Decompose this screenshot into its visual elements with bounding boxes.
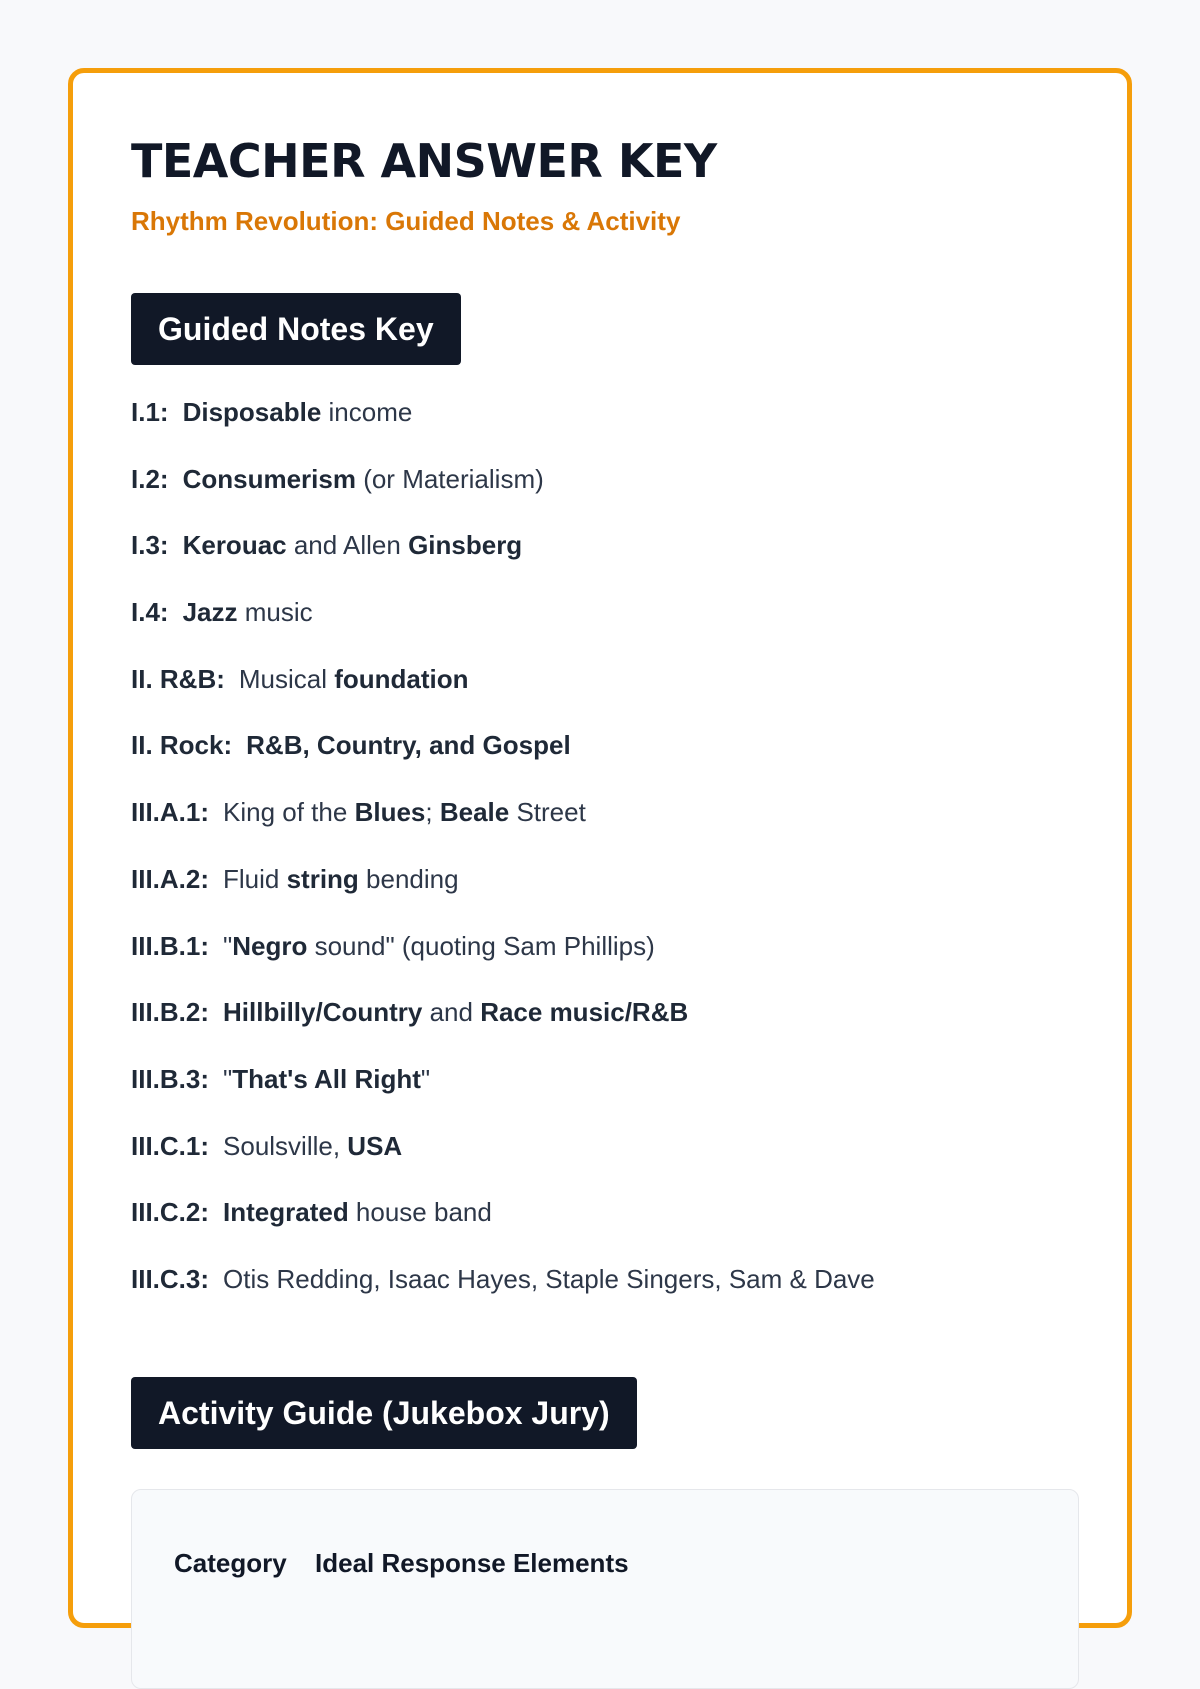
note-answer-text: house band [348, 1197, 492, 1228]
note-label: I.2: [131, 463, 169, 494]
note-item [131, 728, 1081, 762]
note-answer-bold: Consumerism [182, 463, 356, 494]
note-item [131, 395, 1081, 429]
note-item [131, 1062, 1081, 1096]
note-answer-text: King of the [223, 797, 355, 828]
note-answer-bold: Beale [439, 797, 510, 828]
note-label: III.C.2: [131, 1197, 210, 1228]
note-answer-text: Street [509, 797, 586, 828]
note-label: III.C.3: [131, 1263, 210, 1294]
note-answer-bold: Negro [232, 930, 308, 961]
note-answer-bold: Race music/R&B [480, 997, 689, 1028]
note-answer-text: income [321, 397, 413, 427]
note-label: II. Rock: [131, 730, 233, 761]
jury-table [131, 1489, 1079, 1689]
note-answer-bold: Hillbilly/Country [223, 997, 423, 1028]
note-item [131, 1262, 1081, 1296]
note-label: III.B.1: [131, 930, 210, 961]
note-item [131, 1129, 1081, 1163]
note-item [131, 929, 1081, 963]
note-answer-bold: foundation [334, 663, 469, 694]
card-content [131, 131, 1081, 1689]
note-answer-text: sound" (quoting Sam Phillips) [307, 930, 655, 961]
note-answer-text: ; [425, 797, 440, 828]
note-answer-bold: That's All Right [232, 1063, 421, 1094]
note-label: III.B.2: [131, 997, 210, 1028]
note-answer-text: " [223, 1063, 233, 1094]
note-item [131, 462, 1081, 496]
table-header-ideal-response: Ideal Response Elements [315, 1547, 629, 1578]
note-answer-text: (or Materialism) [355, 463, 544, 494]
note-answer-bold: R&B, Country, and Gospel [246, 730, 571, 761]
note-answer-bold: string [286, 863, 359, 894]
note-label: III.A.2: [131, 863, 210, 894]
guided-notes-list [131, 395, 1081, 1296]
note-label: III.C.1: [131, 1130, 210, 1161]
page-title: TEACHER ANSWER KEY [131, 134, 717, 188]
note-answer-bold: Blues [354, 797, 426, 828]
note-answer-text: " [420, 1063, 431, 1094]
activity-guide-heading: Activity Guide (Jukebox Jury) [131, 1377, 637, 1449]
note-answer-text: Musical [238, 663, 335, 694]
note-label: II. R&B: [131, 663, 225, 694]
note-answer-bold: Jazz [182, 597, 238, 628]
note-item [131, 662, 1081, 696]
answer-key-card [68, 68, 1132, 1628]
note-answer-text: " [223, 930, 233, 961]
table-header-category: Category [174, 1547, 287, 1578]
note-label: I.3: [131, 530, 169, 561]
note-item [131, 795, 1081, 829]
note-answer-text: Fluid [223, 863, 287, 894]
note-answer-bold: USA [347, 1130, 403, 1161]
page-subtitle: Rhythm Revolution: Guided Notes & Activity [131, 206, 681, 236]
note-label: III.B.3: [131, 1063, 210, 1094]
note-label: I.1: [131, 397, 169, 427]
note-item [131, 1195, 1081, 1229]
note-item [131, 595, 1081, 629]
note-label: III.A.1: [131, 797, 210, 828]
note-answer-bold: Kerouac [182, 530, 287, 561]
note-answer-text: Soulsville, [223, 1130, 348, 1161]
note-answer-text: Otis Redding, Isaac Hayes, Staple Singers, Sam & Dave [223, 1263, 875, 1294]
note-item [131, 528, 1081, 562]
note-item [131, 995, 1081, 1029]
note-answer-text: and [422, 997, 481, 1028]
note-answer-text: bending [358, 863, 459, 894]
note-label: I.4: [131, 597, 169, 628]
note-item [131, 862, 1081, 896]
guided-notes-heading: Guided Notes Key [131, 293, 461, 365]
note-answer-bold: Ginsberg [408, 530, 523, 561]
note-answer-bold: Integrated [223, 1197, 349, 1228]
note-answer-bold: Disposable [182, 397, 322, 427]
note-answer-text: and Allen [286, 530, 409, 561]
note-answer-text: music [237, 597, 313, 628]
